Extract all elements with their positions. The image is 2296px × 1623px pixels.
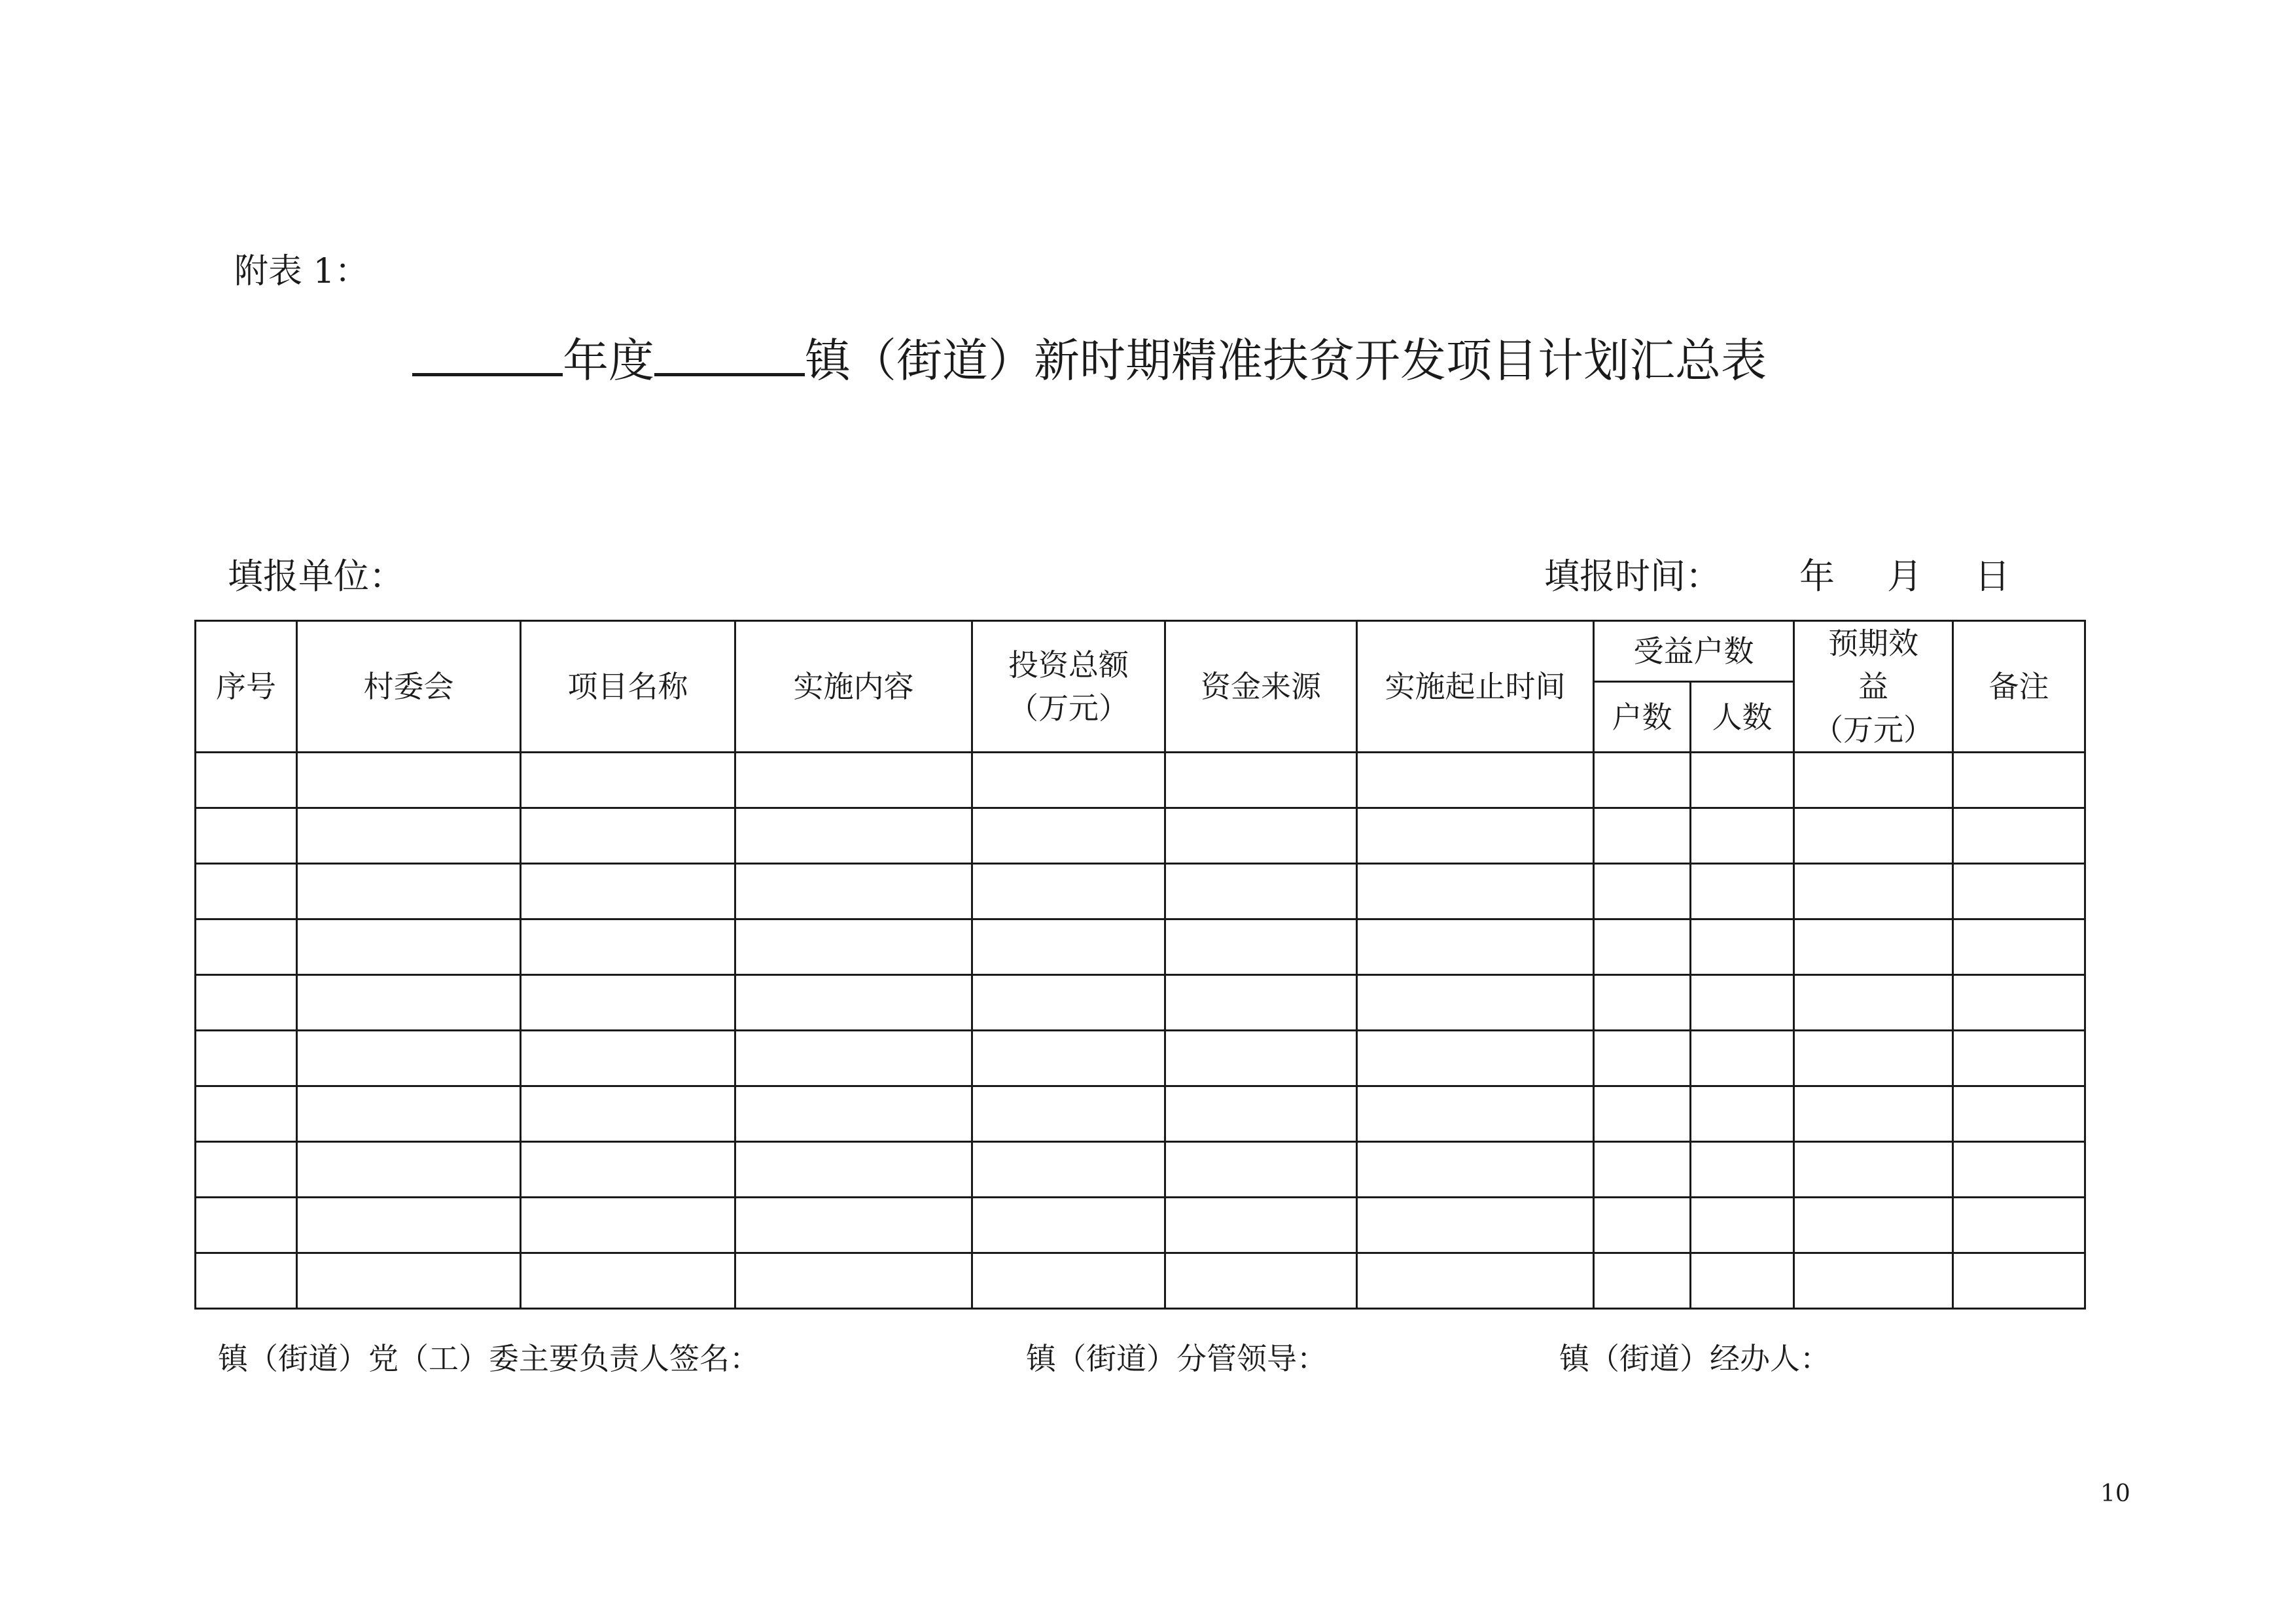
table-cell[interactable] [735, 864, 972, 919]
table-cell[interactable] [1594, 808, 1691, 864]
header-investment [972, 621, 1165, 753]
fill-date [1544, 548, 2010, 599]
table-cell[interactable] [521, 919, 735, 975]
table-row [196, 919, 2085, 975]
table-cell[interactable] [1357, 753, 1594, 808]
header-content: 实施内容 [735, 621, 972, 753]
table-cell[interactable] [1594, 1031, 1691, 1086]
table-cell[interactable] [1794, 1198, 1953, 1253]
table-cell[interactable] [297, 1142, 521, 1198]
table-cell[interactable] [1953, 1198, 2085, 1253]
table-cell[interactable] [972, 1253, 1165, 1309]
project-plan-table [194, 620, 2086, 1310]
page-number: 10 [2100, 1480, 2130, 1507]
table-row [196, 975, 2085, 1031]
header-project-name: 项目名称 [521, 621, 735, 753]
table-cell[interactable] [196, 1142, 297, 1198]
header-seq: 序号 [196, 621, 297, 753]
header-investment-line2: （万元） [1008, 690, 1129, 726]
table-cell[interactable] [1691, 919, 1794, 975]
table-cell[interactable] [1165, 1142, 1357, 1198]
table-cell[interactable] [1794, 1142, 1953, 1198]
header-period: 实施起止时间 [1357, 621, 1594, 753]
table-cell[interactable] [1357, 919, 1594, 975]
table-cell[interactable] [735, 753, 972, 808]
table-cell[interactable] [1691, 864, 1794, 919]
table-cell[interactable] [1594, 1086, 1691, 1142]
signature-leader: 镇（街道）分管领导： [1026, 1341, 1327, 1376]
table-cell[interactable] [1794, 919, 1953, 975]
table-cell[interactable] [1691, 1142, 1794, 1198]
table-cell[interactable] [735, 808, 972, 864]
table-cell[interactable] [1357, 864, 1594, 919]
table-cell[interactable] [1357, 975, 1594, 1031]
table-cell[interactable] [1794, 975, 1953, 1031]
table-cell[interactable] [297, 808, 521, 864]
table-cell[interactable] [521, 1253, 735, 1309]
table-cell[interactable] [1165, 1253, 1357, 1309]
table-cell[interactable] [1691, 975, 1794, 1031]
table-cell[interactable] [297, 1031, 521, 1086]
title-main: 镇（街道）新时期精准扶贫开发项目计划汇总表 [805, 334, 1767, 387]
table-cell[interactable] [1165, 753, 1357, 808]
table-cell[interactable] [521, 1198, 735, 1253]
header-people: 人数 [1691, 682, 1794, 753]
table-cell[interactable] [972, 808, 1165, 864]
table-cell[interactable] [521, 864, 735, 919]
table-cell[interactable] [1953, 1142, 2085, 1198]
table-cell[interactable] [1357, 1142, 1594, 1198]
table-cell[interactable] [1357, 1031, 1594, 1086]
table-cell[interactable] [196, 919, 297, 975]
table-cell[interactable] [196, 1031, 297, 1086]
table-cell[interactable] [1165, 975, 1357, 1031]
table-row [196, 753, 2085, 808]
table-cell[interactable] [1691, 1253, 1794, 1309]
table-cell[interactable] [297, 1253, 521, 1309]
fill-date-year: 年 [1799, 556, 1835, 597]
table-cell[interactable] [1691, 808, 1794, 864]
table-cell[interactable] [1953, 1253, 2085, 1309]
table-cell[interactable] [1165, 808, 1357, 864]
table-cell[interactable] [1357, 1086, 1594, 1142]
table-cell[interactable] [1691, 753, 1794, 808]
table-cell[interactable] [1691, 1086, 1794, 1142]
table-cell[interactable] [196, 864, 297, 919]
fill-date-label: 填报时间： [1544, 556, 1721, 597]
town-blank[interactable] [654, 327, 805, 376]
table-row [196, 1031, 2085, 1086]
header-fund-source: 资金来源 [1165, 621, 1357, 753]
table-cell[interactable] [196, 808, 297, 864]
header-benefit-line3: （万元） [1813, 712, 1934, 747]
fill-unit-label: 填报单位： [228, 556, 404, 597]
table-cell[interactable] [196, 1086, 297, 1142]
table-cell[interactable] [1953, 808, 2085, 864]
table-cell[interactable] [1594, 1198, 1691, 1253]
table-cell[interactable] [1953, 975, 2085, 1031]
header-remarks: 备注 [1953, 621, 2085, 753]
table-cell[interactable] [735, 975, 972, 1031]
table-cell[interactable] [521, 1086, 735, 1142]
table-cell[interactable] [297, 919, 521, 975]
table-cell[interactable] [1691, 1031, 1794, 1086]
table-cell[interactable] [297, 1198, 521, 1253]
table-cell[interactable] [735, 1142, 972, 1198]
table-cell[interactable] [735, 1198, 972, 1253]
document-title [412, 327, 1767, 393]
table-cell[interactable] [1953, 1086, 2085, 1142]
table-cell[interactable] [1594, 1253, 1691, 1309]
header-beneficiary: 受益户数 [1594, 621, 1794, 682]
table-cell[interactable] [1794, 1031, 1953, 1086]
table-cell[interactable] [521, 1142, 735, 1198]
table-cell[interactable] [1794, 1253, 1953, 1309]
table-cell[interactable] [196, 753, 297, 808]
table-cell[interactable] [1953, 753, 2085, 808]
header-benefit-line1: 预期效 [1828, 626, 1918, 661]
table-cell[interactable] [972, 1086, 1165, 1142]
header-row [196, 621, 2085, 682]
header-village: 村委会 [297, 621, 521, 753]
table-cell[interactable] [521, 1031, 735, 1086]
table-row [196, 1142, 2085, 1198]
table-cell[interactable] [196, 975, 297, 1031]
header-benefit [1794, 621, 1953, 753]
table-cell[interactable] [1953, 864, 2085, 919]
table-cell[interactable] [735, 1086, 972, 1142]
table-row [196, 808, 2085, 864]
table-row [196, 1253, 2085, 1309]
table-cell[interactable] [196, 1198, 297, 1253]
fill-date-day: 日 [1975, 556, 2010, 597]
table-row [196, 864, 2085, 919]
table-cell[interactable] [972, 1198, 1165, 1253]
table-cell[interactable] [297, 753, 521, 808]
table-cell[interactable] [297, 864, 521, 919]
table-cell[interactable] [1594, 753, 1691, 808]
table-cell[interactable] [972, 1142, 1165, 1198]
table-cell[interactable] [1953, 919, 2085, 975]
table-cell[interactable] [735, 1253, 972, 1309]
table-cell[interactable] [297, 1086, 521, 1142]
annex-label: 附表 1： [234, 252, 369, 291]
table-cell[interactable] [1594, 1142, 1691, 1198]
header-households: 户数 [1594, 682, 1691, 753]
table-cell[interactable] [521, 975, 735, 1031]
table-cell[interactable] [1953, 1031, 2085, 1086]
table-cell[interactable] [1691, 1198, 1794, 1253]
table-cell[interactable] [1594, 864, 1691, 919]
table-row [196, 1086, 2085, 1142]
table-cell[interactable] [1794, 753, 1953, 808]
table-cell[interactable] [1794, 808, 1953, 864]
table-cell[interactable] [735, 919, 972, 975]
table-cell[interactable] [972, 864, 1165, 919]
table-cell[interactable] [1357, 1198, 1594, 1253]
table-cell[interactable] [521, 808, 735, 864]
signature-party-secretary: 镇（街道）党（工）委主要负责人签名： [218, 1341, 760, 1376]
table-row [196, 1198, 2085, 1253]
table-cell[interactable] [1794, 1086, 1953, 1142]
table-cell[interactable] [735, 1031, 972, 1086]
table-cell[interactable] [196, 1253, 297, 1309]
table-cell[interactable] [1794, 864, 1953, 919]
table-cell[interactable] [1165, 1086, 1357, 1142]
header-benefit-line2: 益 [1858, 669, 1888, 704]
fill-date-month: 月 [1887, 556, 1922, 597]
table-cell[interactable] [1165, 1198, 1357, 1253]
table-cell[interactable] [1594, 919, 1691, 975]
table-cell[interactable] [1357, 808, 1594, 864]
table-cell[interactable] [1165, 919, 1357, 975]
table-cell[interactable] [1357, 1253, 1594, 1309]
table-cell[interactable] [297, 975, 521, 1031]
table-cell[interactable] [972, 975, 1165, 1031]
table-cell[interactable] [1165, 864, 1357, 919]
year-blank[interactable] [412, 327, 563, 376]
table-cell[interactable] [972, 753, 1165, 808]
table-cell[interactable] [1165, 1031, 1357, 1086]
table-cell[interactable] [1594, 975, 1691, 1031]
table-cell[interactable] [972, 1031, 1165, 1086]
table-cell[interactable] [521, 753, 735, 808]
table-cell[interactable] [972, 919, 1165, 975]
header-investment-line1: 投资总额 [1008, 647, 1129, 683]
title-year-suffix: 年度 [563, 334, 654, 387]
signature-handler: 镇（街道）经办人： [1559, 1341, 1830, 1376]
